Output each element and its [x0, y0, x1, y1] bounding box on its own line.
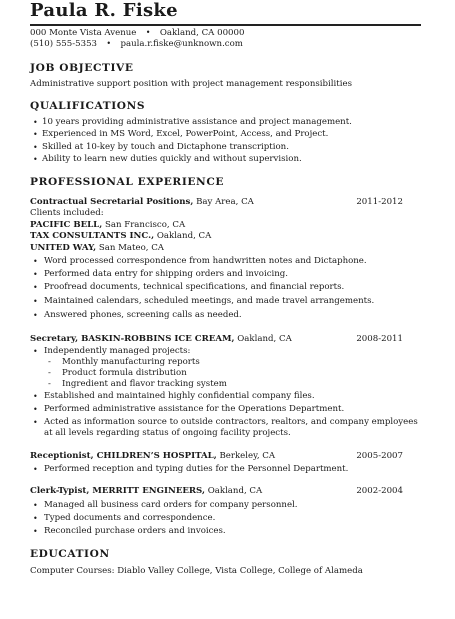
duty-item: Word processed correspondence from handwritten notes and Dictaphone. — [44, 256, 367, 266]
job-dates: 2008-2011 — [356, 334, 403, 344]
job-dates: 2011-2012 — [356, 197, 403, 207]
applicant-name: Paula R. Fiske — [30, 0, 178, 21]
bullet: • — [33, 501, 38, 510]
qualification-item: Ability to learn new duties quickly and without supervision. — [42, 154, 302, 164]
separator-dot: • — [145, 28, 151, 37]
client-line — [30, 220, 185, 231]
bullet: • — [33, 418, 38, 427]
duty-item: Acted as information source to outside contractors, realtors, and company employees — [44, 417, 418, 427]
job-location: Berkeley, CA — [219, 451, 276, 461]
duty-item: Maintained calendars, scheduled meetings, and made travel arrangements. — [44, 296, 375, 306]
job-title: Contractual Secretarial Positions, — [30, 197, 194, 207]
duty-item: Managed all business card orders for company personnel. — [44, 500, 298, 510]
duty-item: Independently managed projects: — [44, 346, 191, 356]
duty-item: Performed administrative assistance for the Operations Department. — [44, 404, 345, 414]
job-title-line — [30, 486, 262, 497]
job-title-line — [30, 334, 292, 345]
bullet: • — [33, 465, 38, 474]
duty-item: Performed reception and typing duties for the Personnel Department. — [44, 464, 349, 474]
duty-item: Answered phones, screening calls as needed. — [44, 310, 242, 320]
dash: - — [48, 368, 51, 378]
client-location: Oakland, CA — [156, 231, 212, 241]
job-dates: 2005-2007 — [356, 451, 403, 461]
duty-item: Proofread documents, technical specifications, and financial reports. — [44, 282, 345, 292]
bullet: • — [33, 514, 38, 523]
bullet: • — [33, 527, 38, 536]
duty-item-continued: at all levels regarding status of ongoing facility projects. — [44, 428, 291, 438]
duty-item: Performed data entry for shipping orders and invoicing. — [44, 269, 289, 279]
education-text: Computer Courses: Diablo Valley College, Vista College, College of Alameda — [30, 566, 363, 576]
job-title: Secretary, BASKIN-ROBBINS ICE CREAM, — [30, 334, 235, 344]
qualification-item: Skilled at 10-key by touch and Dictaphone transcription. — [42, 142, 289, 152]
bullet: • — [33, 283, 38, 292]
job-location: Bay Area, CA — [196, 197, 254, 207]
bullet: • — [33, 143, 38, 152]
client-name: TAX CONSULTANTS INC., — [30, 231, 155, 241]
experience-heading: PROFESSIONAL EXPERIENCE — [30, 176, 225, 188]
duty-item: Typed documents and correspondence. — [44, 513, 216, 523]
bullet: • — [33, 347, 38, 356]
duty-item: Established and maintained highly confidential company files. — [44, 391, 315, 401]
contact-line-2 — [30, 38, 243, 50]
dash: - — [48, 357, 51, 367]
bullet: • — [33, 257, 38, 266]
job-title: Clerk-Typist, MERRITT ENGINEERS, — [30, 486, 205, 496]
objective-text: Administrative support position with project management responsibilities — [30, 79, 352, 89]
qualifications-heading: QUALIFICATIONS — [30, 100, 146, 112]
street-address: 000 Monte Vista Avenue — [30, 28, 137, 38]
qualification-item: 10 years providing administrative assistance and project management. — [42, 117, 352, 127]
clients-label: Clients included: — [30, 208, 104, 218]
client-line — [30, 243, 164, 254]
bullet: • — [33, 270, 38, 279]
subproject-item: Monthly manufacturing reports — [62, 357, 200, 367]
client-line — [30, 231, 211, 242]
client-location: San Francisco, CA — [104, 220, 186, 230]
job-title-line — [30, 197, 254, 208]
qualification-item: Experienced in MS Word, Excel, PowerPoint, Access, and Project. — [42, 129, 329, 139]
job-location: Oakland, CA — [237, 334, 292, 344]
subproject-item: Product formula distribution — [62, 368, 187, 378]
client-name: UNITED WAY, — [30, 243, 97, 253]
dash: - — [48, 379, 51, 389]
header-rule — [30, 24, 421, 26]
city-state-zip: Oakland, CA 00000 — [159, 28, 245, 38]
email-address: paula.r.fiske@unknown.com — [120, 39, 243, 49]
bullet: • — [33, 130, 38, 139]
bullet: • — [33, 405, 38, 414]
client-name: PACIFIC BELL, — [30, 220, 103, 230]
subproject-item: Ingredient and flavor tracking system — [62, 379, 227, 389]
bullet: • — [33, 297, 38, 306]
separator-dot: • — [106, 39, 112, 48]
phone-number: (510) 555-5353 — [30, 39, 98, 49]
bullet: • — [33, 311, 38, 320]
duty-item: Reconciled purchase orders and invoices. — [44, 526, 226, 536]
job-dates: 2002-2004 — [356, 486, 403, 496]
education-heading: EDUCATION — [30, 548, 110, 560]
objective-heading: JOB OBJECTIVE — [30, 62, 134, 74]
client-location: San Mateo, CA — [98, 243, 165, 253]
bullet: • — [33, 155, 38, 164]
job-location: Oakland, CA — [207, 486, 263, 496]
bullet: • — [33, 118, 38, 127]
bullet: • — [33, 392, 38, 401]
job-title: Receptionist, CHILDREN’S HOSPITAL, — [30, 451, 217, 461]
job-title-line — [30, 451, 275, 462]
